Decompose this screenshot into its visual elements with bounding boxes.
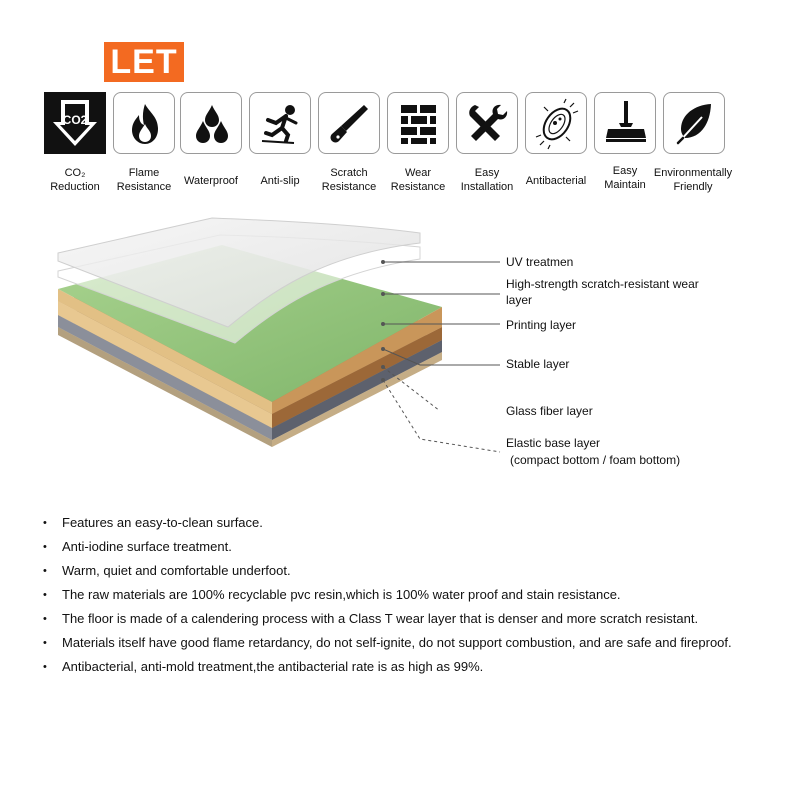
bullet-item: • Anti-iodine surface treatment. (40, 535, 780, 559)
layer-stack-illustration (0, 215, 800, 485)
layer-structure-diagram (0, 215, 800, 485)
leader-line-base (383, 380, 500, 452)
label-elastic-base-sublabel: (compact bottom / foam bottom) (510, 453, 681, 467)
tools-icon (456, 92, 518, 154)
label-uv-treatment: UV treatmen (506, 255, 574, 269)
bacteria-icon (525, 92, 587, 154)
bullet-item: • Materials itself have good flame retardancy, do not self-ignite, do not support combustion, and are safe and fireproof. (40, 631, 780, 655)
co2-badge-text: CO2 (62, 113, 88, 127)
skater-icon (249, 92, 311, 154)
label-elastic-base-layer: Elastic base layer (506, 436, 601, 450)
feature-bullet-list (40, 511, 780, 679)
feature-label: CO₂ Reduction (50, 167, 100, 193)
bullet-item: • Antibacterial, anti-mold treatment,the antibacterial rate is as high as 99%. (40, 655, 780, 679)
label-printing-layer: Printing layer (506, 318, 577, 332)
leaf-icon (663, 92, 725, 154)
label-glass-fiber-layer: Glass fiber layer (506, 404, 593, 418)
feature-label: Anti-slip (260, 175, 300, 187)
bullet-item: • Features an easy-to-clean surface. (40, 511, 780, 535)
brick-wall-icon (387, 92, 449, 154)
feature-label: Scratch Resistance (321, 167, 377, 193)
feature-icon-row (0, 92, 800, 202)
feature-label: Waterproof (183, 175, 238, 187)
feature-label: Flame Resistance (116, 167, 172, 193)
feature-label: Easy Installation (460, 167, 514, 193)
feature-label: Wear Resistance (390, 167, 446, 193)
label-stable-layer: Stable layer (506, 357, 570, 371)
bullet-item: • The raw materials are 100% recyclable pvc resin,which is 100% water proof and stain resistance. (40, 583, 780, 607)
feature-label: Antibacterial (525, 175, 587, 187)
brand-logo: LET (104, 42, 184, 82)
water-drops-icon (180, 92, 242, 154)
bullet-item: • The floor is made of a calendering process with a Class T wear layer that is denser and more scratch resistant. (40, 607, 780, 631)
flame-icon (113, 92, 175, 154)
knife-icon (318, 92, 380, 154)
feature-label: Environmentally Friendly (653, 167, 733, 193)
mop-icon (594, 92, 656, 154)
label-wear-layer: High-strength scratch-resistant wear layer (506, 277, 699, 307)
bullet-item: • Warm, quiet and comfortable underfoot. (40, 559, 780, 583)
co2-reduction-icon (44, 92, 106, 154)
feature-label: Easy Maintain (604, 165, 646, 191)
